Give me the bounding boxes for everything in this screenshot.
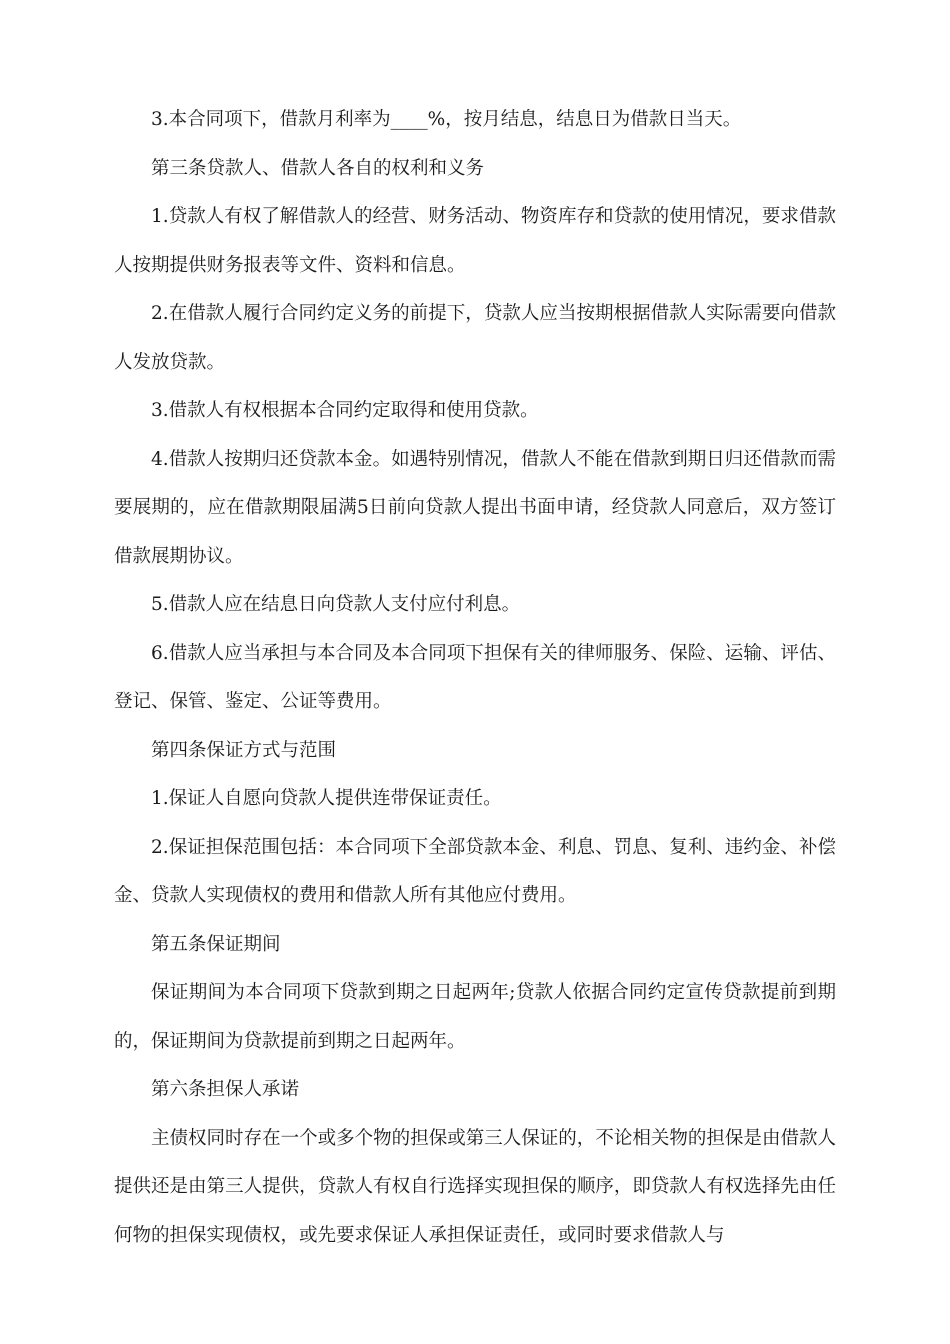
contract-body xyxy=(114,96,836,1260)
article-4-heading: 第四条保证方式与范围 xyxy=(151,739,337,761)
article-3-item-2: 2.在借款人履行合同约定义务的前提下，贷款人应当按期根据借款人实际需要向借款人发放贷款。 xyxy=(114,303,836,373)
article-3-item-4: 4.借款人按期归还贷款本金。如遇特别情况，借款人不能在借款到期日归还借款而需要展期的，应在借款期限届满5日前向贷款人提出书面申请，经贷款人同意后，双方签订借款展期协议。 xyxy=(114,448,836,567)
article-6-heading: 第六条担保人承诺 xyxy=(151,1079,300,1100)
article-3-item-3: 3.借款人有权根据本合同约定取得和使用贷款。 xyxy=(151,400,539,421)
article-3-item-6: 6.借款人应当承担与本合同及本合同项下担保有关的律师服务、保险、运输、评估、登记、保管、鉴定、公证等费用。 xyxy=(114,642,836,712)
article-4-item-2: 2.保证担保范围包括：本合同项下全部贷款本金、利息、罚息、复利、违约金、补偿金、贷款人实现债权的费用和借款人所有其他应付费用。 xyxy=(114,836,836,906)
article-3-item-5: 5.借款人应在结息日向贷款人支付应付利息。 xyxy=(151,594,521,615)
article-6-body: 主债权同时存在一个或多个物的担保或第三人保证的，不论相关物的担保是由借款人提供还是由第三人提供，贷款人有权自行选择实现担保的顺序，即贷款人有权选择先由任何物的担保实现债权，或先要求保证人承担保证责任，或同时要求借款人与 xyxy=(114,1127,836,1246)
article-5-heading: 第五条保证期间 xyxy=(151,933,281,955)
article-5-body: 保证期间为本合同项下贷款到期之日起两年;贷款人依据合同约定宣传贷款提前到期的，保证期间为贷款提前到期之日起两年。 xyxy=(114,982,836,1052)
article-4-item-1: 1.保证人自愿向贷款人提供连带保证责任。 xyxy=(151,788,502,809)
article-3-heading: 第三条贷款人、借款人各自的权利和义务 xyxy=(151,157,485,179)
article-3-item-1: 1.贷款人有权了解借款人的经营、财务活动、物资库存和贷款的使用情况，要求借款人按期提供财务报表等文件、资料和信息。 xyxy=(114,206,836,276)
clause-interest-rate: 3.本合同项下，借款月利率为____%，按月结息，结息日为借款日当天。 xyxy=(151,109,742,130)
